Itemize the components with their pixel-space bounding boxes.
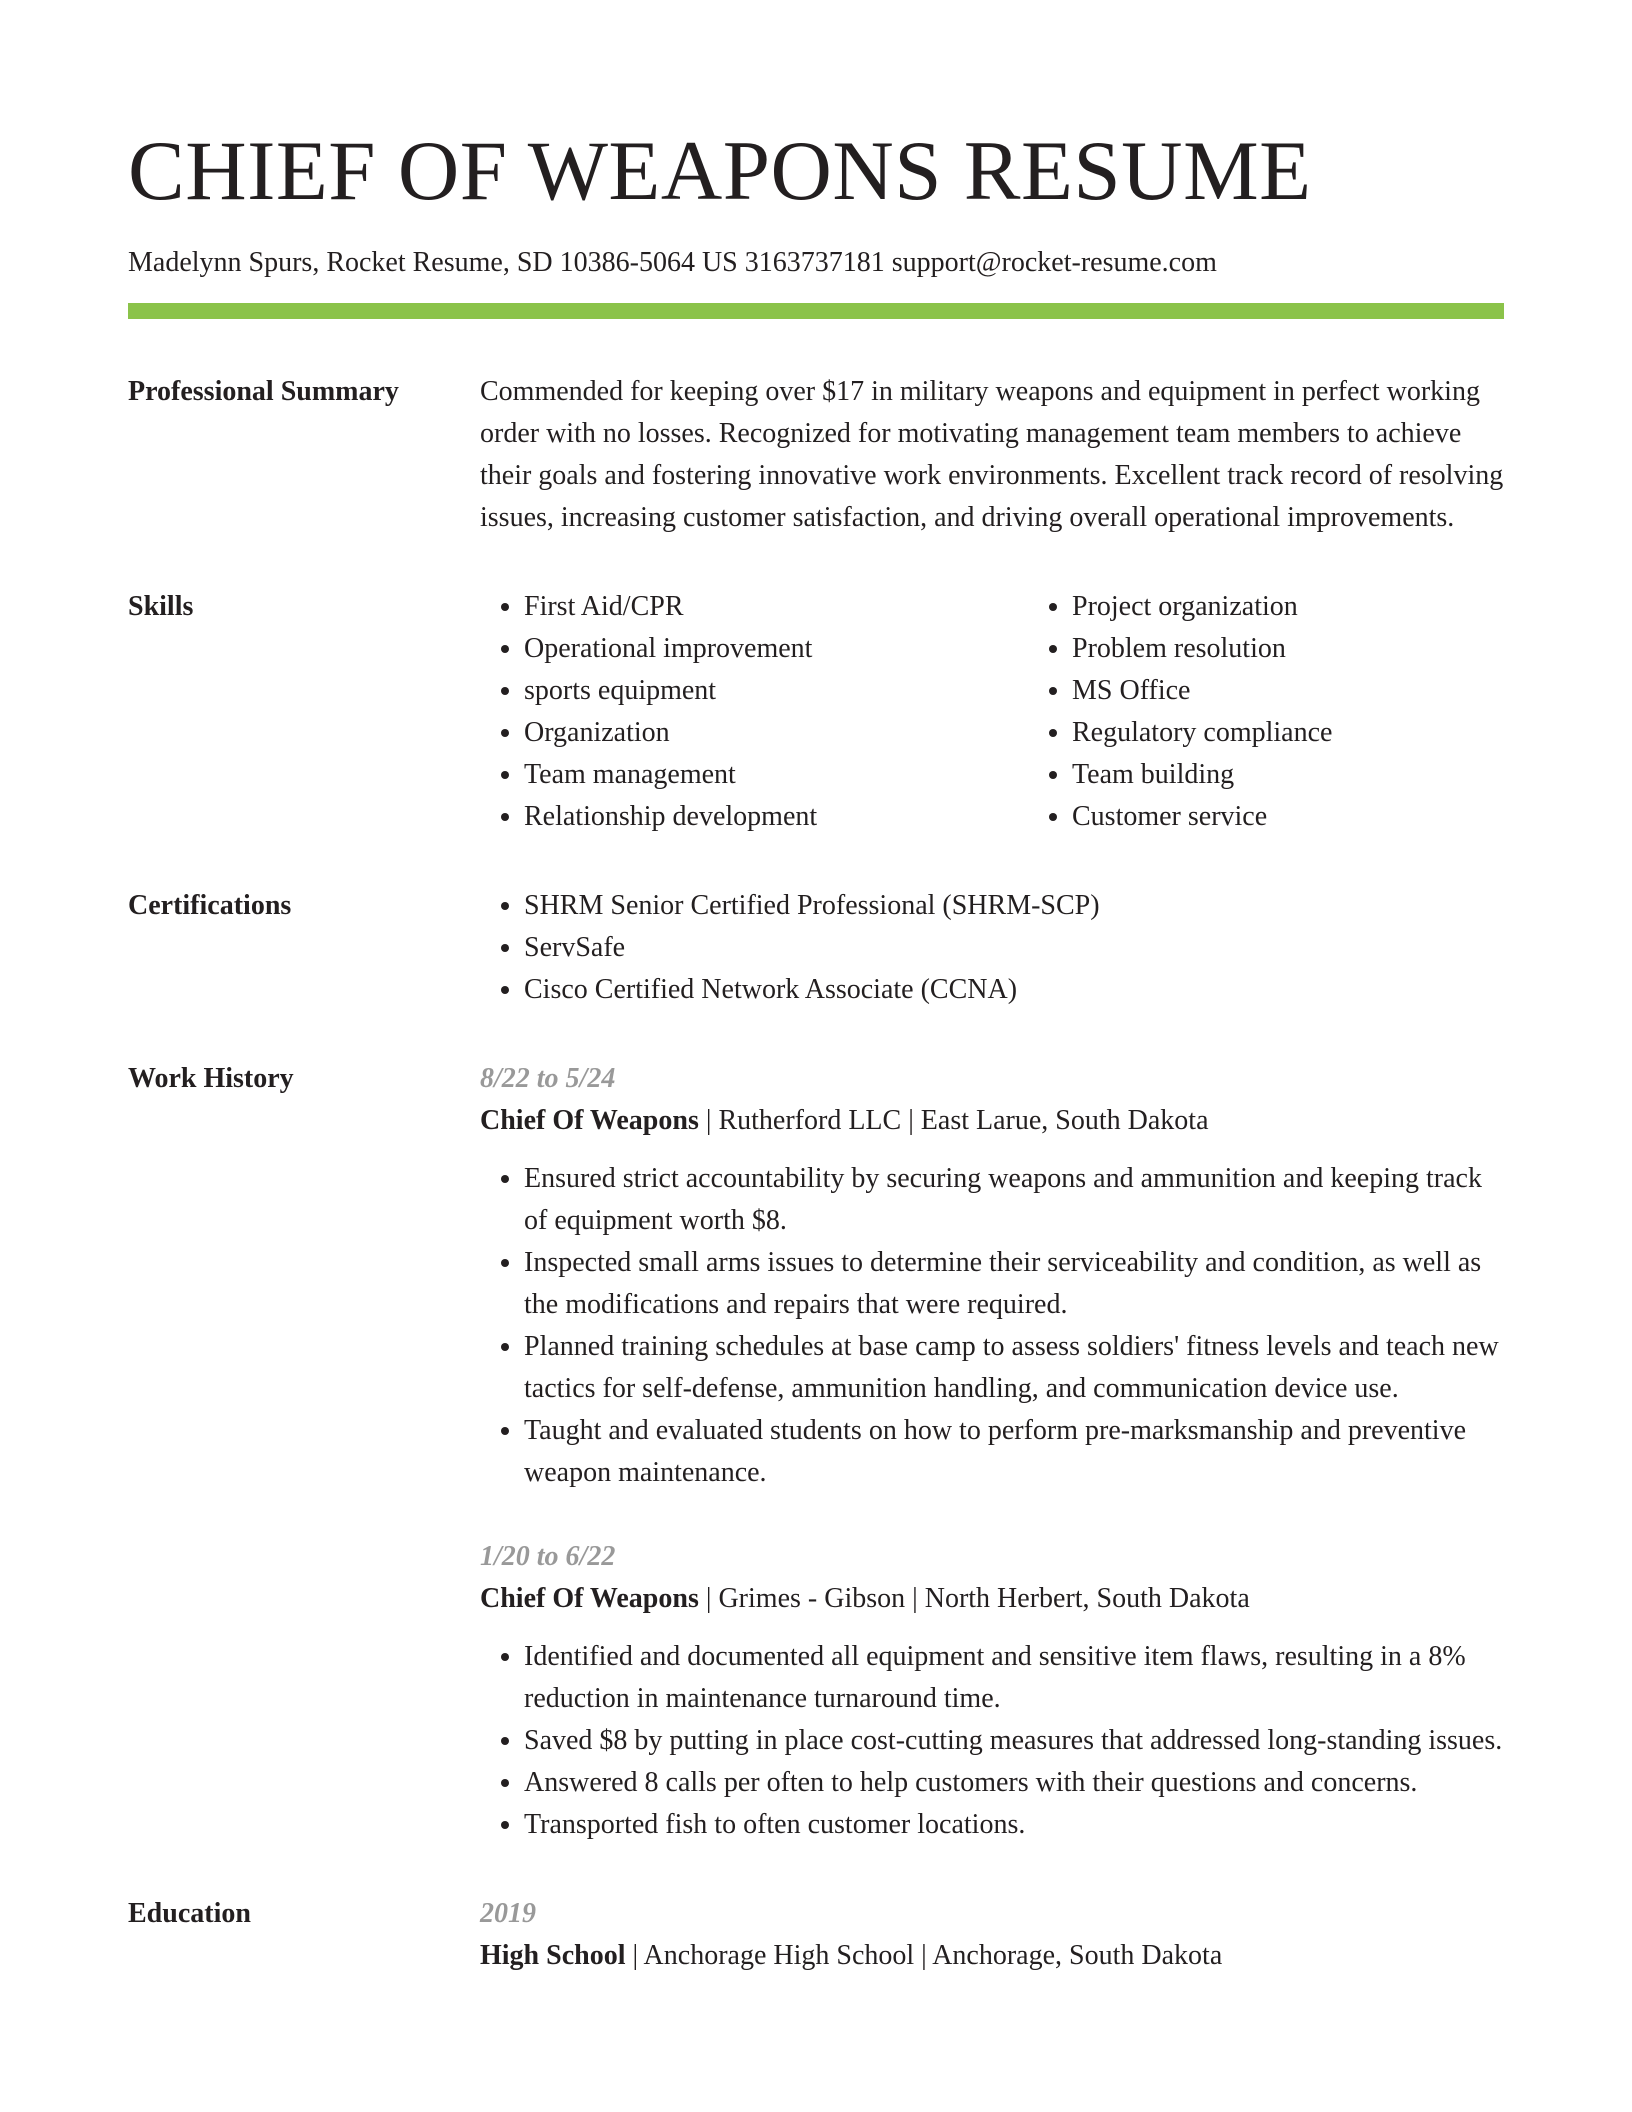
skills-list-left (480, 586, 1028, 838)
education-heading: Education (128, 1898, 251, 1929)
job-bullet: • Transported fish to often customer locations. (524, 1804, 1504, 1846)
job-bullet: • Ensured strict accountability by securing weapons and ammunition and keeping track of equipment worth $8. (524, 1158, 1504, 1242)
certifications-heading: Certifications (128, 890, 292, 921)
job-dates: 8/22 to 5/24 (480, 1063, 616, 1094)
job-role (480, 1578, 1504, 1620)
education-year: 2019 (480, 1898, 536, 1929)
job-role (480, 1100, 1504, 1142)
job-bullets (480, 1158, 1504, 1494)
job-bullet: • Planned training schedules at base camp to assess soldiers' fitness levels and teach new tactics for self-defense, ammunition handling, and communication device use. (524, 1326, 1504, 1410)
work-history-heading: Work History (128, 1063, 294, 1094)
skill-item: • First Aid/CPR (524, 586, 1028, 628)
job-employer: | Grimes - Gibson | North Herbert, South Dakota (698, 1583, 1250, 1614)
certifications-list (480, 885, 1504, 1011)
skill-item: • sports equipment (524, 670, 1028, 712)
job-bullet: • Saved $8 by putting in place cost-cutting measures that addressed long-standing issues. (524, 1720, 1504, 1762)
job-dates: 1/20 to 6/22 (480, 1541, 616, 1572)
skills-heading: Skills (128, 591, 194, 622)
summary-text: Commended for keeping over $17 in military weapons and equipment in perfect working order with no losses. Recognized for motivating management team members to achieve their goals and fostering innovative work environments. Excellent track record of resolving issues, increasing customer satisfaction, and driving overall operational improvements. (480, 376, 1504, 533)
skill-item: • Relationship development (524, 796, 1028, 838)
skills-list-right (1028, 586, 1504, 838)
certifications-section (128, 885, 1504, 1011)
summary-heading: Professional Summary (128, 376, 399, 407)
skill-item: • Customer service (1072, 796, 1504, 838)
certification-item: • ServSafe (524, 927, 1504, 969)
skills-section (128, 586, 1504, 838)
education-degree: High School (480, 1940, 626, 1971)
job-bullet: • Identified and documented all equipment and sensitive item flaws, resulting in a 8% reduction in maintenance turnaround time. (524, 1636, 1504, 1720)
certification-item: • SHRM Senior Certified Professional (SHRM-SCP) (524, 885, 1504, 927)
job-bullet: • Inspected small arms issues to determine their serviceability and condition, as well as the modifications and repairs that were required. (524, 1242, 1504, 1326)
job-title: Chief Of Weapons (480, 1583, 699, 1614)
job-employer: | Rutherford LLC | East Larue, South Dakota (698, 1105, 1209, 1136)
job-bullets (480, 1636, 1504, 1846)
job-entry (480, 1536, 1504, 1846)
contact-line: Madelynn Spurs, Rocket Resume, SD 10386-5064 US 3163737181 support@rocket-resume.com (128, 247, 1217, 278)
education-school: | Anchorage High School | Anchorage, South Dakota (625, 1940, 1223, 1971)
skill-item: • Regulatory compliance (1072, 712, 1504, 754)
skill-item: • Team building (1072, 754, 1504, 796)
skill-item: • Problem resolution (1072, 628, 1504, 670)
education-entry (480, 1935, 1504, 1977)
skill-item: • MS Office (1072, 670, 1504, 712)
certification-item: • Cisco Certified Network Associate (CCNA) (524, 969, 1504, 1011)
resume-title: CHIEF OF WEAPONS RESUME (128, 124, 1312, 218)
skill-item: • Team management (524, 754, 1028, 796)
skill-item: • Organization (524, 712, 1028, 754)
skill-item: • Operational improvement (524, 628, 1028, 670)
work-history-section (128, 1058, 1504, 1846)
skill-item: • Project organization (1072, 586, 1504, 628)
job-bullet: • Answered 8 calls per often to help customers with their questions and concerns. (524, 1762, 1504, 1804)
job-entry (480, 1058, 1504, 1494)
job-title: Chief Of Weapons (480, 1105, 699, 1136)
summary-section (128, 371, 1504, 539)
job-bullet: • Taught and evaluated students on how to perform pre-marksmanship and preventive weapon maintenance. (524, 1410, 1504, 1494)
header-divider (128, 303, 1504, 319)
education-section (128, 1893, 1504, 1977)
